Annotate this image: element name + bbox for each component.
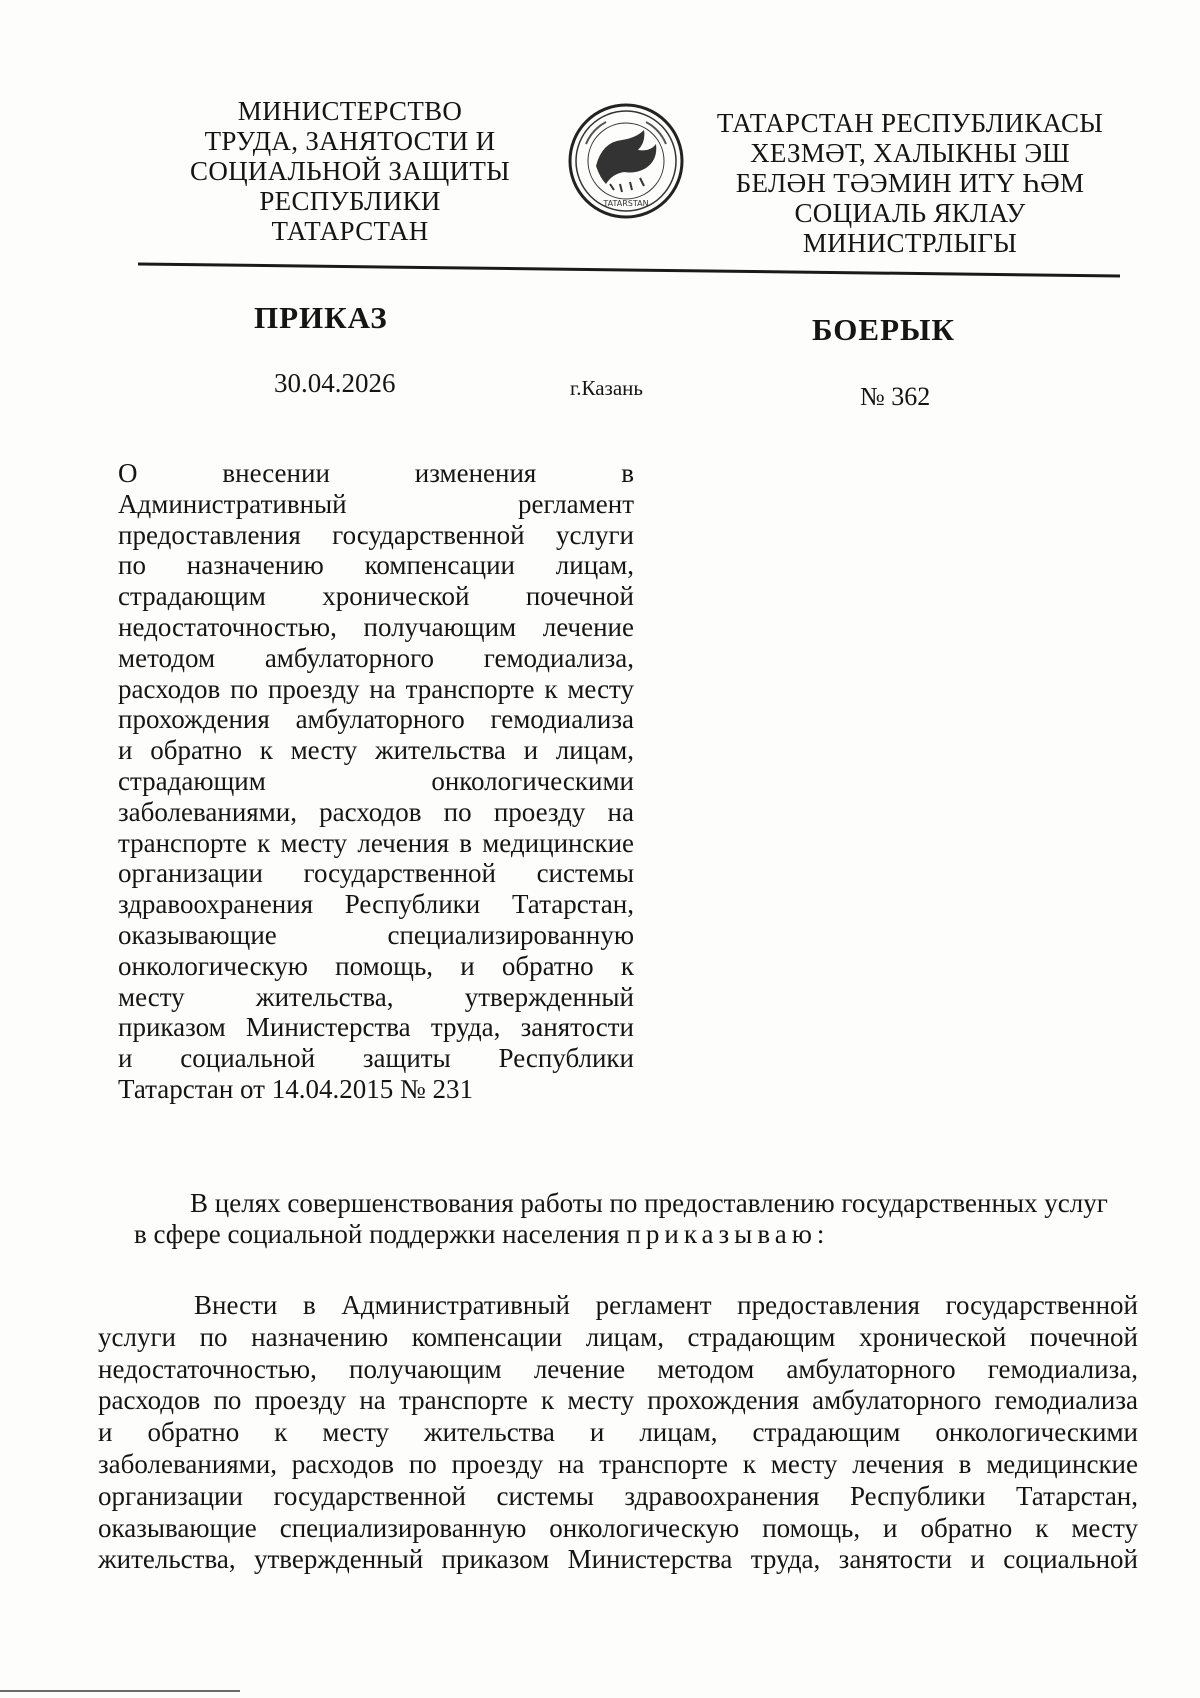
subject-line: Административный регламент <box>118 488 634 519</box>
body-line: и обратно к месту жительства и лицам, страдающим онкологическими <box>98 1417 1138 1448</box>
ministry-ru-line: МИНИСТЕРСТВО <box>237 96 463 126</box>
ministry-ru-line: ТАТАРСТАН <box>271 216 429 246</box>
emblem-text: TATARSTAN <box>603 199 649 208</box>
body-line: расходов по проезду на транспорте к месту прохождения амбулаторного гемодиализа <box>98 1385 1138 1416</box>
subject-line: организации государственной системы <box>118 858 634 889</box>
subject-line: Татарстан от 14.04.2015 № 231 <box>118 1073 473 1104</box>
order-city: г.Казань <box>570 376 643 400</box>
subject-line: и обратно к месту жительства и лицам, <box>118 735 634 766</box>
tatarstan-coat-of-arms-icon <box>566 100 686 222</box>
body-line: оказывающие специализированную онкологическую помощь, и обратно к месту <box>98 1512 1138 1543</box>
order-subject <box>118 458 634 1105</box>
subject-line: по назначению компенсации лицам, <box>118 550 634 581</box>
body-line: организации государственной системы здравоохранения Республики Татарстан, <box>98 1480 1138 1511</box>
subject-line: расходов по проезду на транспорте к месту <box>118 673 634 704</box>
preamble-line-text: в сфере социальной поддержки населения <box>134 1219 620 1249</box>
preamble-line <box>134 1219 1134 1250</box>
subject-line: здравоохранения Республики Татарстан, <box>118 889 634 920</box>
preamble-line: В целях совершенствования работы по предоставлению государственных услуг <box>190 1188 1108 1218</box>
ministry-name-tatar <box>700 108 1120 258</box>
subject-line: страдающим хронической почечной <box>118 581 634 612</box>
decree-word: приказываю: <box>626 1219 830 1249</box>
footer-divider <box>0 1690 240 1692</box>
subject-line: О внесении изменения в <box>118 458 634 488</box>
body-line: недостаточностью, получающим лечение методом амбулаторного гемодиализа, <box>98 1353 1138 1384</box>
preamble-paragraph <box>134 1188 1134 1250</box>
ministry-tt-line: МИНИСТРЛЫГЫ <box>802 228 1018 258</box>
subject-line: транспорте к месту лечения в медицинские <box>118 827 634 858</box>
ministry-tt-line: БЕЛӘН ТӘЭМИН ИТҮ ҺӘМ <box>735 168 1085 198</box>
ministry-tt-line: ХЕЗМӘТ, ХАЛЫКНЫ ЭШ <box>750 138 1070 168</box>
subject-line: недостаточностью, получающим лечение <box>118 611 634 642</box>
subject-line: приказом Министерства труда, занятости <box>118 1012 634 1043</box>
body-line: Внести в Административный регламент предоставления государственной <box>194 1290 1138 1320</box>
body-line: жительства, утвержденный приказом Министерства труда, занятости и социальной <box>98 1544 1138 1575</box>
subject-line: страдающим онкологическими <box>118 765 634 796</box>
ministry-ru-line: ТРУДА, ЗАНЯТОСТИ И <box>204 126 496 156</box>
body-line: заболеваниями, расходов по проезду на транспорте к месту лечения в медицинские <box>98 1448 1138 1479</box>
header-divider <box>138 262 1120 280</box>
ministry-tt-line: ТАТАРСТАН РЕСПУБЛИКАСЫ <box>716 108 1104 138</box>
ministry-ru-line: СОЦИАЛЬНОЙ ЗАЩИТЫ <box>190 156 510 186</box>
order-title-tatar: БОЕРЫК <box>812 312 955 347</box>
subject-line: оказывающие специализированную <box>118 919 634 950</box>
ministry-ru-line: РЕСПУБЛИКИ <box>259 186 441 216</box>
order-title-russian: ПРИКАЗ <box>254 300 388 335</box>
ministry-name-russian <box>160 96 540 246</box>
subject-line: месту жительства, утвержденный <box>118 981 634 1012</box>
order-date: 30.04.2026 <box>274 368 396 398</box>
ministry-tt-line: СОЦИАЛЬ ЯКЛАУ <box>794 198 1026 228</box>
subject-line: заболеваниями, расходов по проезду на <box>118 796 634 827</box>
subject-line: прохождения амбулаторного гемодиализа <box>118 704 634 735</box>
subject-line: предоставления государственной услуги <box>118 519 634 550</box>
order-number: № 362 <box>860 382 931 411</box>
subject-line: методом амбулаторного гемодиализа, <box>118 642 634 673</box>
subject-line: и социальной защиты Республики <box>118 1043 634 1074</box>
body-paragraph <box>98 1290 1138 1576</box>
body-line: услуги по назначению компенсации лицам, страдающим хронической почечной <box>98 1321 1138 1352</box>
subject-line: онкологическую помощь, и обратно к <box>118 950 634 981</box>
